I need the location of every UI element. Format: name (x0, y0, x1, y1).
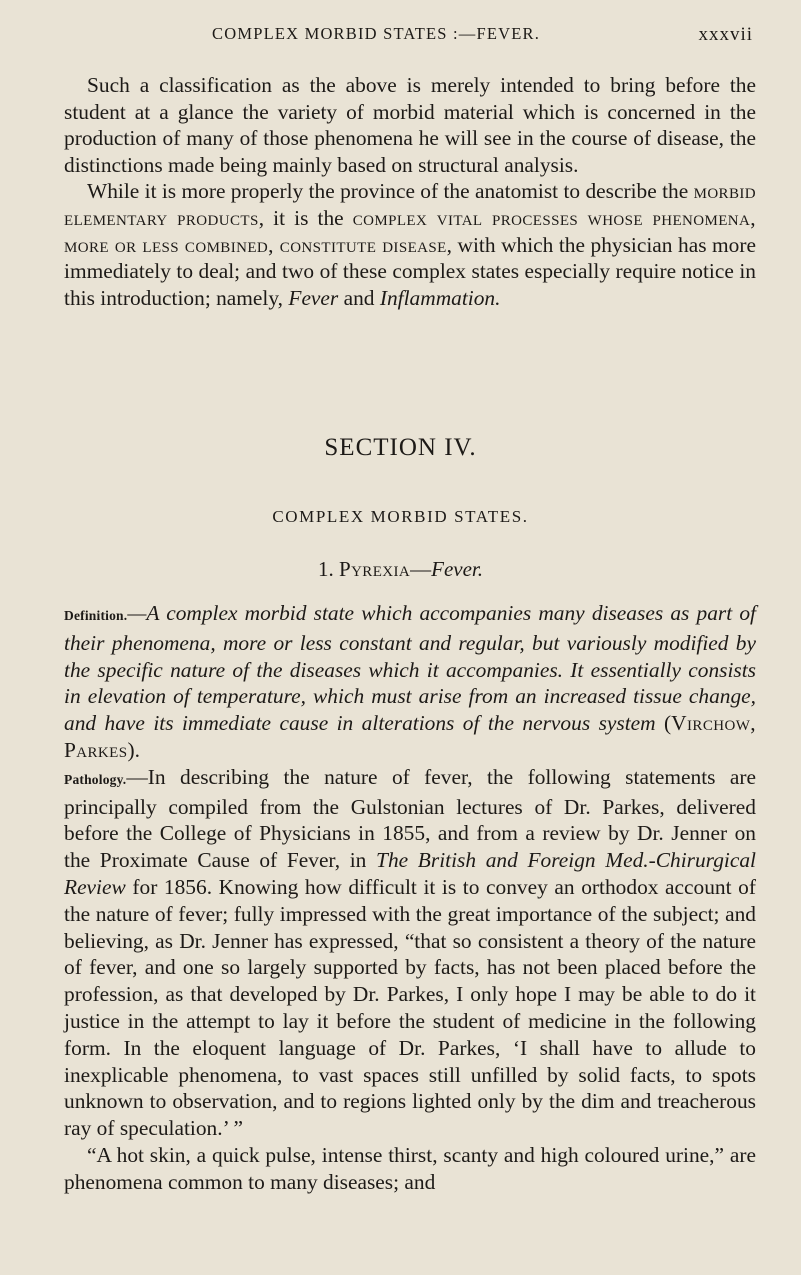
definition-authorities: Virchow, Parkes (64, 711, 756, 762)
intro-paragraph-2 (64, 178, 756, 311)
subsection-heading: COMPLEX MORBID STATES. (272, 507, 529, 526)
pathology-paragraph-2: “A hot skin, a quick pulse, intense thirst, scanty and high coloured urine,” are phenomena common to many diseases; and (64, 1142, 756, 1194)
page-number: xxxvii (698, 24, 753, 45)
topic-term: Pyrexia (338, 557, 411, 581)
definition-text: —A complex morbid state which accompanies many diseases as part of their phenomena, more or less constant and regular, but variously modified by the specific nature of the diseases which it accompanies. It essentially consists in elevation of temperature, which must arise from an increased tissue change, and have its immediate cause in alterations of the nervous system (64, 601, 756, 736)
intro-text-run: , with which the physician has more immediately to deal; and two of these complex states especially require notice in this introduction; namely, (64, 232, 756, 310)
topic-dash: — (410, 557, 432, 581)
running-head (64, 10, 761, 50)
section-heading: SECTION IV. (324, 434, 477, 461)
intro-text-run: While it is more properly the province of the anatomist to describe the (87, 179, 694, 204)
small-caps-phrase: morbid elementary products (64, 179, 756, 230)
pathology-paragraph (64, 764, 756, 1142)
italic-term-fever: Fever (288, 285, 339, 310)
definition-authorities-open: ( (655, 711, 672, 736)
intro-text-run: and (338, 285, 380, 310)
intro-paragraph-1: Such a classification as the above is merely intended to bring before the student at a glance the variety of morbid material which is concerned in the production of many of those phenomena he will see in the course of disease, the distinctions made being mainly based on structural analysis. (64, 73, 756, 177)
intro-text-run: , it is the (258, 205, 353, 230)
italic-term-inflammation: Inflammation. (379, 285, 501, 310)
definition-paragraph (64, 600, 756, 764)
topic-heading (0, 557, 801, 582)
running-head-title: COMPLEX MORBID STATES :—FEVER. (212, 24, 541, 43)
definition-sidenote: Definition. (64, 608, 128, 623)
journal-title: The British and Foreign Med.-Chirurgical Review (64, 848, 756, 899)
intro-text (64, 72, 756, 311)
definition-authorities-close: ). (127, 737, 140, 762)
small-caps-phrase: complex vital processes whose phenomena, more or less combined, constitute disease (64, 205, 756, 257)
pathology-text-b: for 1856. Knowing how difficult it is to convey an orthodox account of the nature of fever; fully impressed with the great importance of the subject; and believing, as Dr. Jenner has expressed, “that so consistent a theory of the nature of fever, and one so largely supported by facts, has not been placed before the profession, as that developed by Dr. Parkes, I only hope I may be able to do it justice in the attempt to lay it before the student of medicine in the following form. In the eloquent language of Dr. Parkes, ‘I shall have to allude to inexplicable phenomena, to vast spaces still unfilled by solid facts, to spots unknown to observation, and to regions lighted only by the dim and treacherous ray of speculation.’ ” (64, 874, 756, 1141)
topic-number: 1. (317, 557, 334, 581)
definition-and-pathology (64, 600, 756, 1196)
topic-term-italic: Fever. (431, 557, 484, 581)
pathology-sidenote: Pathology. (64, 771, 127, 787)
pathology-text-a: —In describing the nature of fever, the following statements are principally compiled from the Gulstonian lectures of Dr. Parkes, delivered before the College of Physicians in 1855, and from a review by Dr. Jenner on the Proximate Cause of Fever, in (64, 764, 756, 873)
